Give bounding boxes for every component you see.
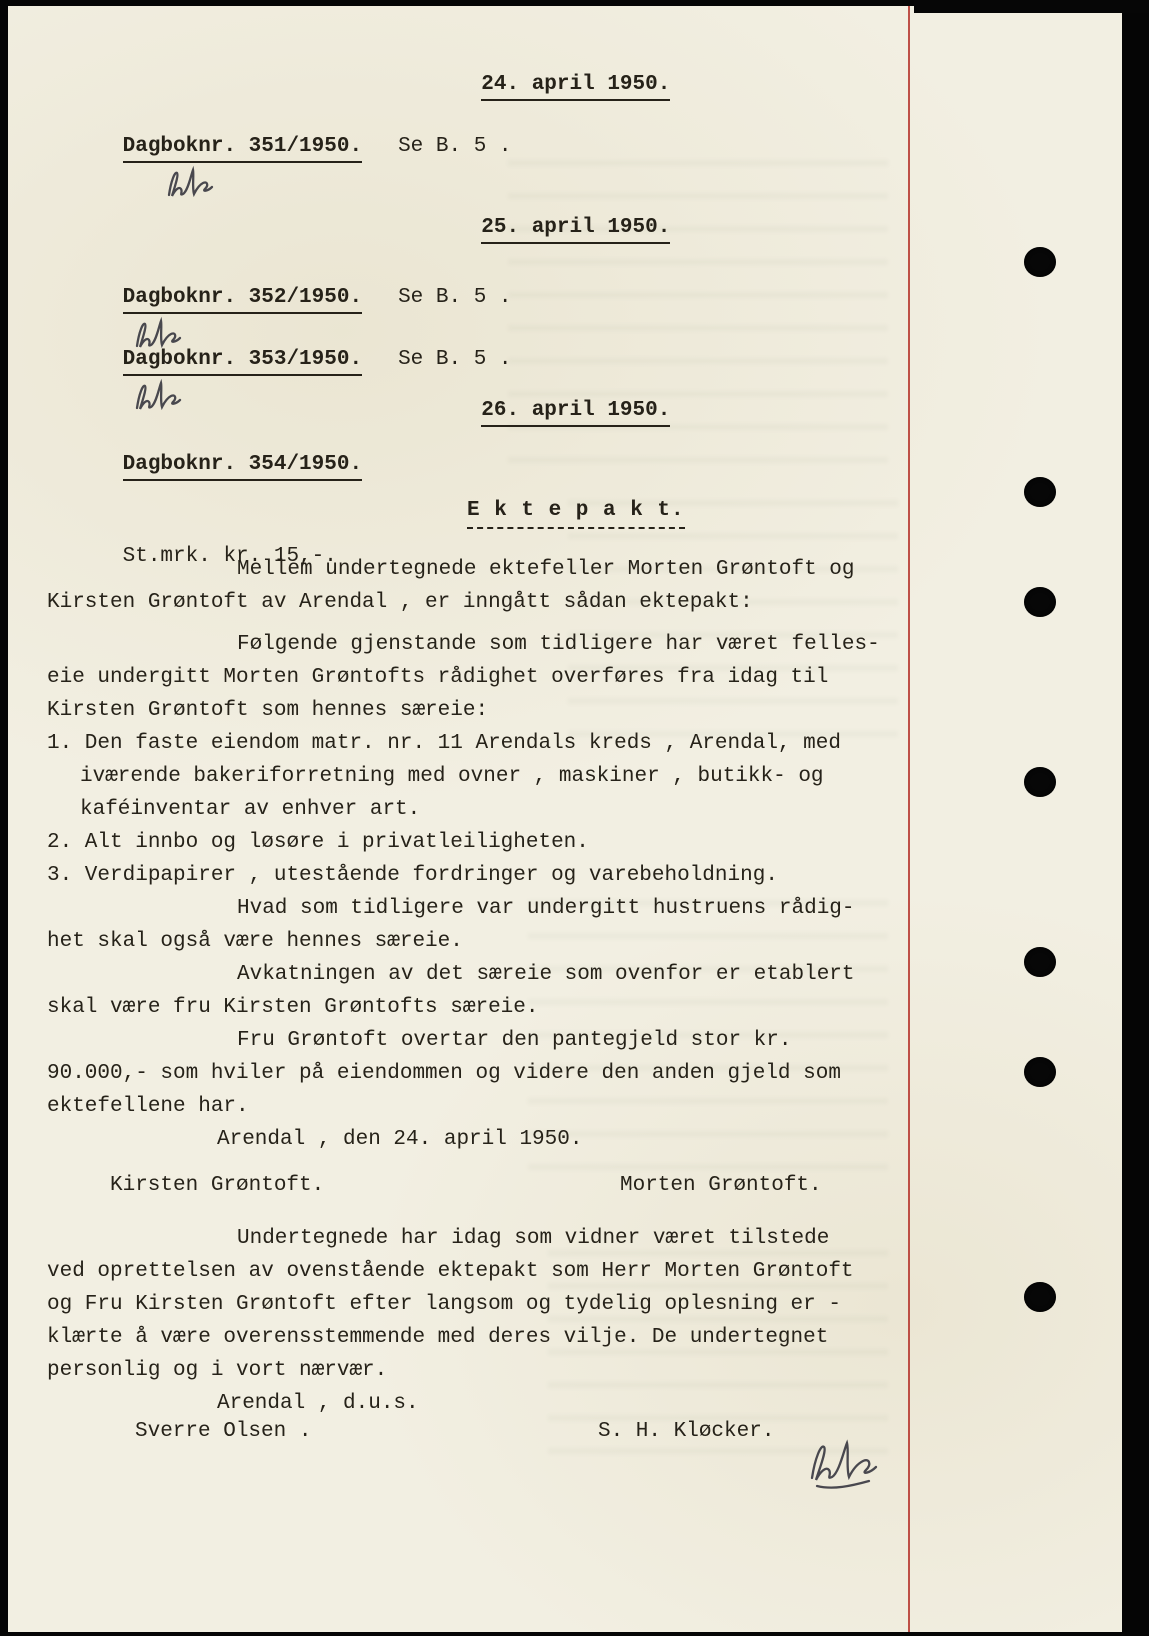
body-line: 90.000,- som hviler på eiendommen og videre den anden gjeld som bbox=[47, 1062, 841, 1085]
entry-number: Dagboknr. 352/1950. bbox=[123, 285, 362, 314]
body-line: 2. Alt innbo og løsøre i privatleiligheten. bbox=[47, 831, 589, 854]
punch-hole bbox=[1024, 587, 1056, 617]
entry-ref: Se B. 5 . bbox=[398, 135, 512, 158]
body-line: 3. Verdipapirer , utestående fordringer og varebeholdning. bbox=[47, 864, 778, 887]
witness-line: personlig og i vort nærvær. bbox=[47, 1359, 388, 1382]
signature-wife: Kirsten Grøntoft. bbox=[110, 1174, 325, 1197]
punch-hole bbox=[1024, 1057, 1056, 1087]
scan-edge bbox=[914, 0, 1149, 13]
body-line: Kirsten Grøntoft som hennes særeie: bbox=[47, 699, 489, 722]
body-line: 1. Den faste eiendom matr. nr. 11 Arendals kreds , Arendal, med bbox=[47, 732, 841, 755]
witness-signature-right: S. H. Kløcker. bbox=[598, 1420, 775, 1443]
date-heading-text: 24. april 1950. bbox=[481, 72, 670, 101]
body-line: Avkatningen av det særeie som ovenfor er etablert bbox=[237, 963, 855, 986]
body-line: Følgende gjenstande som tidligere har været felles- bbox=[237, 633, 880, 656]
punch-hole bbox=[1024, 947, 1056, 977]
date-heading-text: 25. april 1950. bbox=[481, 215, 670, 244]
body-line: het skal også være hennes særeie. bbox=[47, 930, 463, 953]
witness-signature-left: Sverre Olsen . bbox=[135, 1420, 312, 1443]
witness-line: Undertegnede har idag som vidner været tilstede bbox=[237, 1227, 830, 1250]
witness-line: og Fru Kirsten Grøntoft efter langsom og tydelig oplesning er - bbox=[47, 1293, 841, 1316]
body-line: eie undergitt Morten Grøntofts rådighet overføres fra idag til bbox=[47, 666, 829, 689]
body-line: Hvad som tidligere var undergitt hustruens rådig- bbox=[237, 897, 855, 920]
stamp-note-text: St.mrk. kr. 15,-. bbox=[122, 545, 337, 568]
entry-ref: Se B. 5 . bbox=[398, 286, 512, 309]
witness-line: klærte å være overensstemmende med deres vilje. De undertegnet bbox=[47, 1326, 829, 1349]
paper-sheet bbox=[8, 6, 1122, 1632]
body-line: Fru Grøntoft overtar den pantegjeld stor kr. bbox=[237, 1029, 792, 1052]
document-title-text: E k t e p a k t. bbox=[467, 498, 685, 529]
entry-number: Dagboknr. 351/1950. bbox=[123, 134, 362, 163]
witness-paragraph bbox=[47, 1222, 917, 1420]
body-line: Arendal , den 24. april 1950. bbox=[217, 1128, 583, 1151]
body-line: ektefellene har. bbox=[47, 1095, 249, 1118]
witness-line: ved oprettelsen av ovenstående ektepakt som Herr Morten Grøntoft bbox=[47, 1260, 854, 1283]
punch-hole bbox=[1024, 1282, 1056, 1312]
entry-ref: Se B. 5 . bbox=[398, 348, 512, 371]
body-line: iværende bakeriforretning med ovner , maskiner , butikk- og bbox=[80, 765, 824, 788]
date-heading-25 bbox=[88, 189, 988, 270]
entry-number: Dagboknr. 354/1950. bbox=[123, 452, 362, 481]
body-line: Kirsten Grøntoft av Arendal , er inngått sådan ektepakt: bbox=[47, 591, 753, 614]
body-line: skal være fru Kirsten Grøntofts særeie. bbox=[47, 996, 539, 1019]
entry-number: Dagboknr. 353/1950. bbox=[123, 347, 362, 376]
body-line: Mellem undertegnede ektefeller Morten Grøntoft og bbox=[237, 558, 855, 581]
witness-line: Arendal , d.u.s. bbox=[217, 1392, 419, 1415]
contract-body bbox=[47, 553, 917, 1156]
punch-hole bbox=[1024, 477, 1056, 507]
body-line: kaféinventar av enhver art. bbox=[80, 798, 421, 821]
handwritten-initials-icon bbox=[803, 1434, 887, 1492]
punch-hole bbox=[1024, 247, 1056, 277]
signature-husband: Morten Grøntoft. bbox=[620, 1174, 822, 1197]
date-heading-text: 26. april 1950. bbox=[481, 398, 670, 427]
punch-hole bbox=[1024, 767, 1056, 797]
